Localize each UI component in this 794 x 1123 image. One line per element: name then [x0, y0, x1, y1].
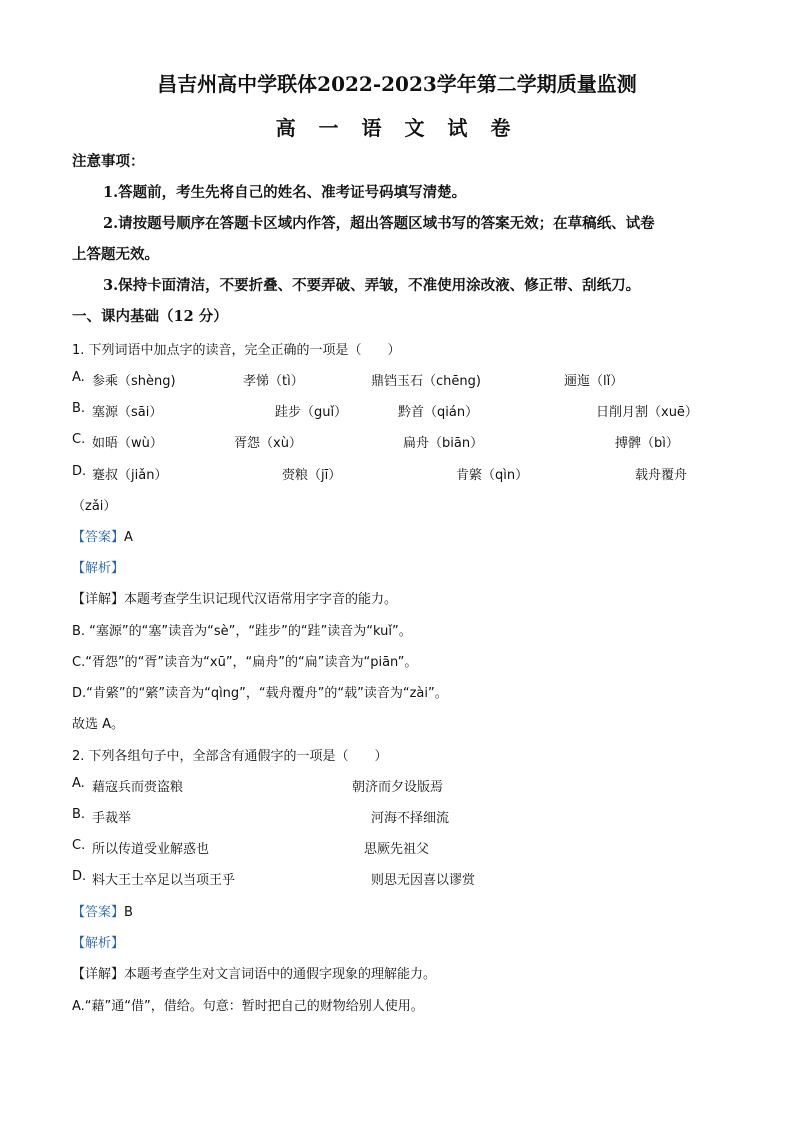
- q1-option-d-cell-3: 肯綮（qìn）: [456, 468, 529, 483]
- q1-detail-tag: 【详解】: [72, 592, 125, 607]
- q2-analysis-tag: 【解析】: [72, 936, 125, 951]
- q1-option-a-cell-3: 鼎铛玉石（chēng): [371, 374, 481, 389]
- q2-option-c-right: 思厥先祖父: [364, 842, 430, 857]
- section-heading: 一、课内基础（12 分）: [72, 308, 228, 325]
- q1-option-c-cell-4: 搏髀（bì）: [615, 436, 679, 451]
- q1-option-a-cell-1: 参乘（shèng): [92, 374, 176, 389]
- q1-option-b-label: B.: [72, 401, 86, 416]
- q2-option-d-label: D.: [72, 869, 87, 884]
- q1-option-b-cell-4: 日削月割（xuē）: [596, 405, 698, 420]
- q1-stem: 1. 下列词语中加点字的读音，完全正确的一项是（ ）: [72, 343, 401, 358]
- q1-option-d-cell-4: 载舟覆舟: [635, 468, 688, 483]
- q2-option-a-left: 藉寇兵而赍盗粮: [92, 780, 184, 795]
- page-subtitle: 高 一 语 文 试 卷: [275, 116, 519, 140]
- q1-option-c-cell-1: 如晤（wù）: [92, 436, 163, 451]
- q1-answer-tag: 【答案】: [72, 530, 125, 545]
- q2-answer-tag: 【答案】: [72, 905, 125, 920]
- q2-explain-a: A.“藉”通“借”，借给。句意：暂时把自己的财物给别人使用。: [72, 999, 424, 1014]
- q1-option-c-cell-3: 扁舟（biān）: [403, 436, 484, 451]
- q1-detail: 本题考查学生识记现代汉语常用字字音的能力。: [124, 592, 398, 607]
- q1-option-d-cell-1: 蹇叔（jiǎn）: [92, 468, 168, 483]
- q1-option-b-cell-1: 塞源（sāi）: [92, 405, 163, 420]
- q1-conclusion: 故选 A。: [72, 717, 125, 732]
- q2-option-b-label: B.: [72, 807, 86, 822]
- q2-option-a-right: 朝济而夕设版焉: [352, 780, 444, 795]
- q1-option-b-cell-3: 黔首（qián）: [398, 405, 479, 420]
- q2-stem: 2. 下列各组句子中，全部含有通假字的一项是（ ）: [72, 749, 388, 764]
- q2-option-b-right: 河海不择细流: [371, 811, 450, 826]
- q1-explain-b: B. “塞源”的“塞”读音为“sè”，“跬步”的“跬”读音为“kuǐ”。: [72, 624, 412, 639]
- q2-option-d-left: 料大王士卒足以当项王乎: [92, 873, 236, 888]
- q2-answer: B: [124, 905, 133, 920]
- page-title: 昌吉州高中学联体2022-2023学年第二学期质量监测: [157, 72, 637, 96]
- q1-analysis-tag: 【解析】: [72, 561, 125, 576]
- q1-option-a-cell-4: 逦迤（lǐ）: [564, 374, 624, 389]
- q1-answer: A: [124, 530, 133, 545]
- q1-option-b-cell-2: 跬步（guǐ）: [275, 405, 348, 420]
- q2-option-b-left: 手裁举: [92, 811, 132, 826]
- q2-detail-tag: 【详解】: [72, 967, 125, 982]
- q1-option-c-cell-2: 胥怨（xù）: [234, 436, 302, 451]
- q2-detail: 本题考查学生对文言词语中的通假字现象的理解能力。: [124, 967, 437, 982]
- q2-option-c-label: C.: [72, 838, 86, 853]
- notice-item-2-cont: 上答题无效。: [72, 246, 159, 263]
- q2-option-c-left: 所以传道受业解惑也: [92, 842, 210, 857]
- q2-option-a-label: A.: [72, 776, 85, 791]
- q1-option-a-cell-2: 孝悌（tì）: [243, 374, 304, 389]
- q1-option-d-label: D.: [72, 464, 87, 479]
- q1-option-c-label: C.: [72, 432, 86, 447]
- notice-heading: 注意事项：: [72, 153, 145, 170]
- notice-item-3: 3.保持卡面清洁，不要折叠、不要弄破、弄皱，不准使用涂改液、修正带、刮纸刀。: [103, 277, 641, 294]
- notice-item-2: 2.请按题号顺序在答题卡区域内作答，超出答题区域书写的答案无效；在草稿纸、试卷: [103, 215, 655, 232]
- q2-option-d-right: 则思无因喜以谬赏: [371, 873, 476, 888]
- q1-option-d-cell-2: 赍粮（jī）: [282, 468, 342, 483]
- q1-option-d-wrap: （zǎi）: [72, 499, 117, 514]
- q1-option-a-label: A.: [72, 370, 85, 385]
- q1-explain-d: D.“肯綮”的“綮”读音为“qìng”，“载舟覆舟”的“载”读音为“zài”。: [72, 686, 448, 701]
- notice-item-1: 1.答题前，考生先将自己的姓名、准考证号码填写清楚。: [103, 184, 467, 201]
- q1-explain-c: C.“胥怨”的“胥”读音为“xū”，“扁舟”的“扁”读音为“piān”。: [72, 655, 418, 670]
